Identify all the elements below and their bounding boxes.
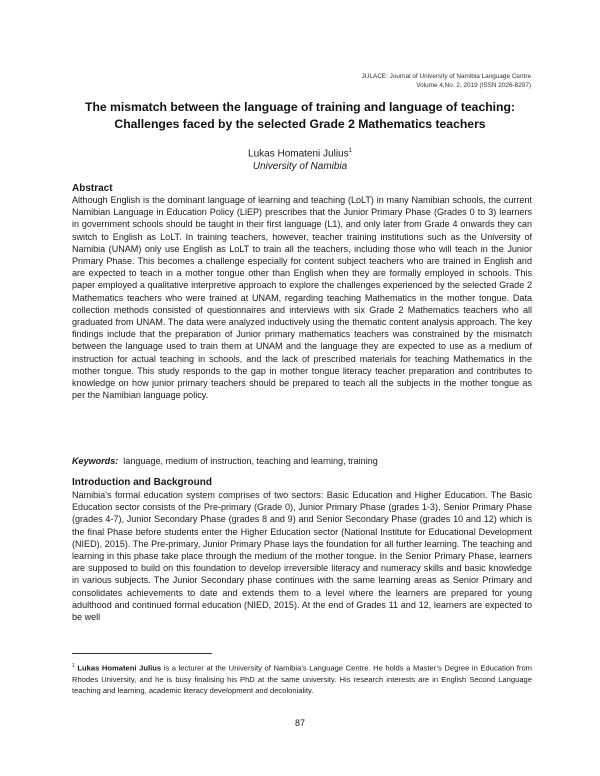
footnote-mark: 1 bbox=[72, 663, 75, 669]
footnote-text: is a lecturer at the University of Namibia’s Language Centre. He holds a Master’s Degree in Education from Rhodes University, and he is busy finalising his PhD at the same university. His research interests are in English Second Language teaching and learning, academic literacy development and decoloniality. bbox=[72, 663, 532, 695]
author-affiliation: University of Namibia bbox=[252, 161, 348, 173]
author-line bbox=[60, 145, 540, 160]
author-name: Lukas Homateni Julius bbox=[248, 148, 349, 160]
keywords-text: language, medium of instruction, teaching and learning, training bbox=[123, 456, 378, 466]
title-line-2: Challenges faced by the selected Grade 2 Mathematics teachers bbox=[114, 117, 486, 131]
journal-name: JULACE: Journal of University of Namibia Language Centre bbox=[361, 73, 531, 80]
paper-title bbox=[60, 99, 540, 133]
footnote bbox=[72, 661, 532, 696]
abstract-text: Although English is the dominant language of learning and teaching (LoLT) in many Namibian schools, the current Namibian Language in Education Policy (LiEP) prescribes that the Junior Primary Phase (Grades 0 to 3) learners in government schools should be taught in their first language (L1), and only later from Grade 4 onwards they can switch to English as LoLT. In training teachers, however, teacher training institutions such as the University of Namibia (UNAM) only use English as LoLT to train all the teachers, including those who will teach in the Junior Primary Phase. This becomes a challenge especially for content subject teachers who are trained in English and are expected to teach in a mother tongue other than English when they are formally employed in schools. This paper employed a qualitative interpretive approach to explore the challenges experienced by the selected Grade 2 Mathematics teachers who were trained at UNAM, regarding teaching Mathematics in the mother tongue. Data collection methods consisted of questionnaires and interviews with six Grade 2 Mathematics teachers who all graduated from UNAM. The data were analyzed inductively using the thematic content analysis approach. The key findings include that the preparation of Junior primary mathematics teachers was constrained by the mismatch between the language used to train them at UNAM and the language they are expected to use as a medium of instruction for actual teaching in schools, and the lack of prescribed materials for teaching Mathematics in the mother tongue. This study responds to the gap in mother tongue literacy teacher preparation and contributes to knowledge on how junior primary teachers should be prepared to teach all the subjects in the mother tongue as per the Namibian language policy. bbox=[72, 195, 532, 401]
keywords-label: Keywords bbox=[72, 456, 116, 466]
footnote-divider bbox=[72, 653, 212, 654]
footnote-author-name: Lukas Homateni Julius bbox=[77, 663, 162, 673]
author-footnote-mark: 1 bbox=[348, 148, 352, 154]
journal-volume: Volume 4,No. 2, 2019 (ISSN 2026-8297) bbox=[416, 82, 531, 89]
introduction-text: Namibia’s formal education system comprises of two sectors: Basic Education and Higher Education. The Basic Education sector consists of the Pre-primary (Grade 0), Junior Primary Phase (grades 1-3), Senior Primary Phase (grades 4-7), Junior Secondary Phase (grades 8 and 9) and Senior Secondary Phase (grades 10 and 12) which is the final Phase before students enter the Higher Education sector (National Institute for Educational Development (NIED), 2015). The Pre-primary, Junior Primary Phase lays the foundation for all further learning. The teaching and learning in this phase take place through the medium of the mother tongue. In the Senior Primary Phase, learners are supposed to build on this foundation to develop irreversible literacy and numeracy skills and basic knowledge in various subjects. The Junior Secondary phase continues with the same learning areas as Senior Primary and consolidates achievements to date and extends them to a level where the learners are prepared for young adulthood and continued formal education (NIED, 2015). At the end of Grades 11 and 12, learners are expected to be well bbox=[72, 490, 532, 623]
keywords: Keywords: language, medium of instruction, teaching and learning, training bbox=[72, 456, 378, 466]
journal-header bbox=[362, 72, 531, 90]
introduction-heading: Introduction and Background bbox=[72, 477, 212, 488]
abstract-heading: Abstract bbox=[72, 183, 113, 194]
author-block bbox=[60, 145, 540, 173]
title-line-1: The mismatch between the language of training and language of teaching: bbox=[85, 100, 515, 114]
page-number: 87 bbox=[294, 718, 305, 728]
